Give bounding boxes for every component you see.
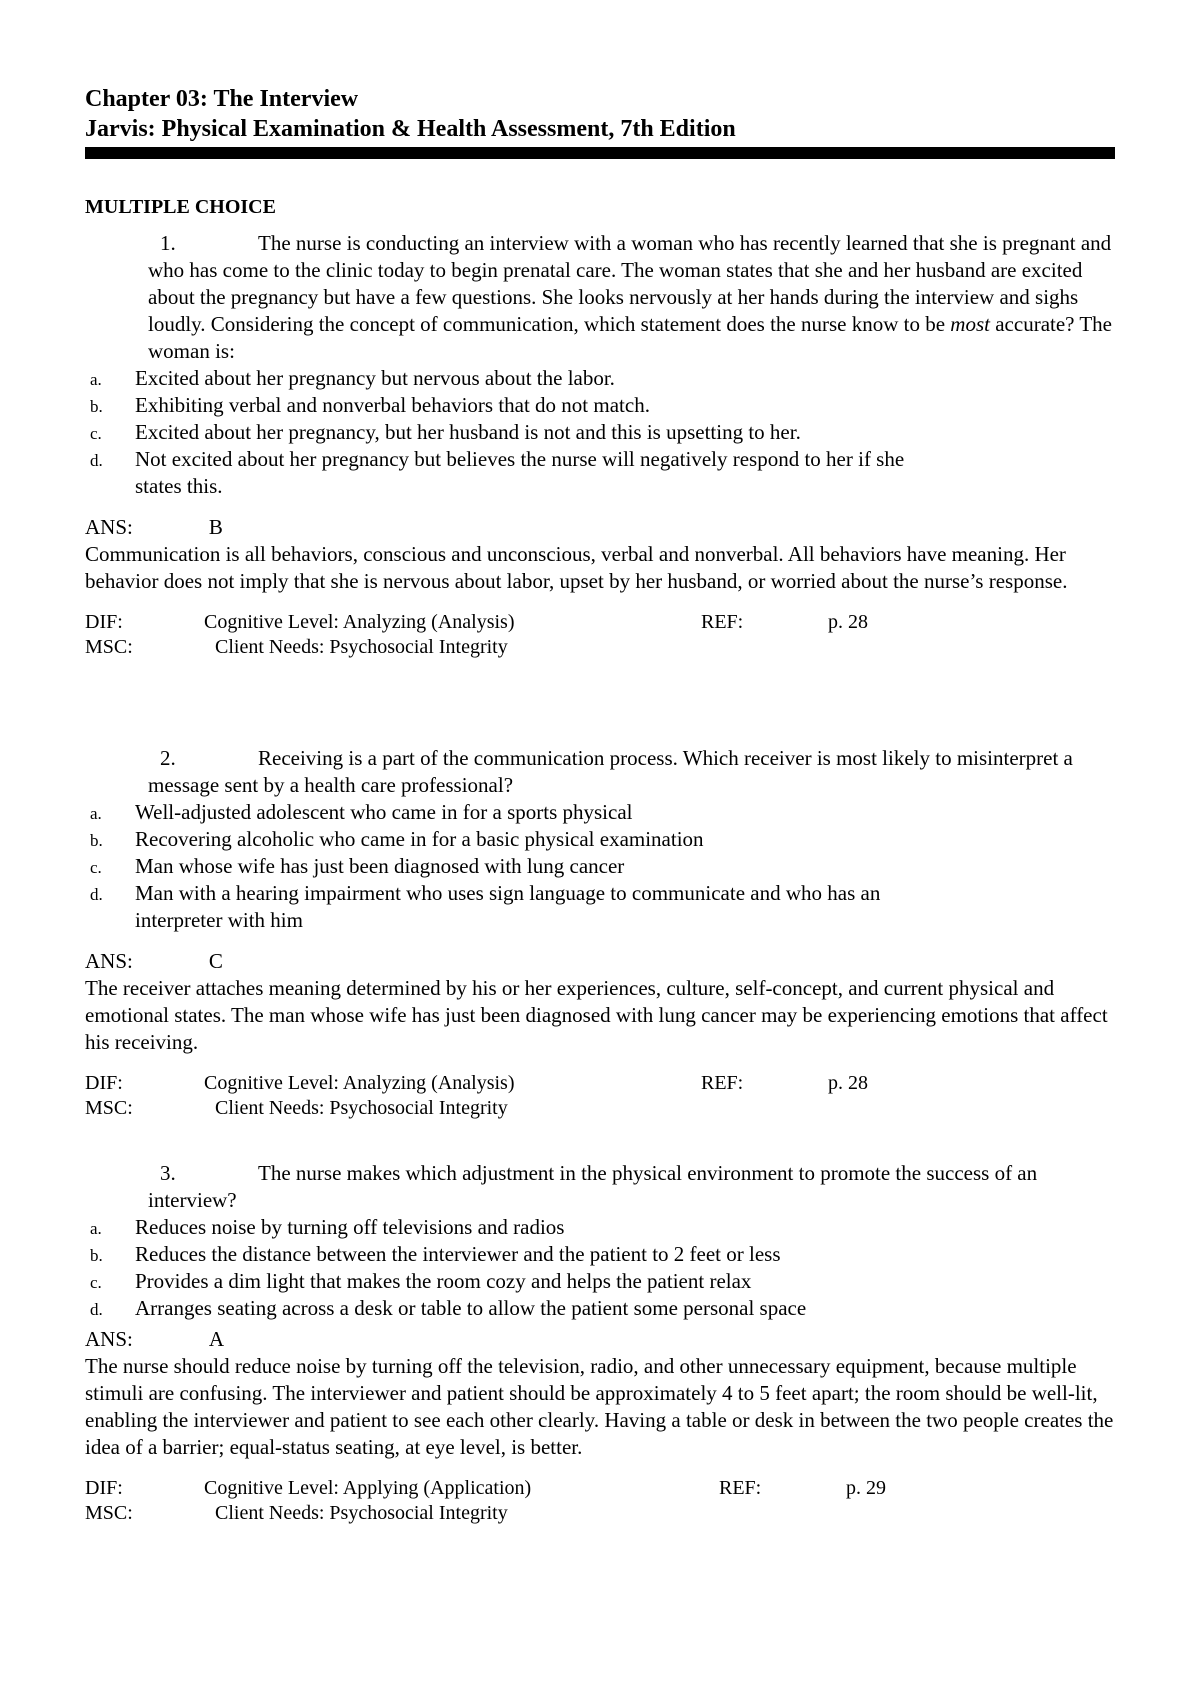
- option-letter: d.: [90, 885, 103, 904]
- option-text: Man with a hearing impairment who uses sign language to communicate and who has an interpreter with him: [135, 881, 881, 932]
- option-list: [85, 365, 1115, 500]
- option-text: Reduces the distance between the interviewer and the patient to 2 feet or less: [135, 1242, 781, 1266]
- dif-label: DIF:: [85, 611, 123, 633]
- question-number: 3.: [160, 1161, 176, 1185]
- option-letter: b.: [90, 397, 103, 416]
- msc-value: Client Needs: Psychosocial Integrity: [215, 1502, 508, 1524]
- ans-label: ANS:: [85, 949, 133, 973]
- option-c: [85, 419, 955, 446]
- msc-label: MSC:: [85, 636, 133, 658]
- dif-value: Cognitive Level: Applying (Application): [204, 1477, 532, 1499]
- option-letter: b.: [90, 1246, 103, 1265]
- option-d: [85, 880, 955, 934]
- option-list: [85, 1214, 1115, 1322]
- question-stem: [148, 230, 1115, 365]
- option-list: [85, 799, 1115, 934]
- ref-label: REF:: [701, 611, 744, 633]
- option-text: Well-adjusted adolescent who came in for a sports physical: [135, 800, 633, 824]
- answer-value: C: [208, 949, 223, 973]
- option-c: [85, 853, 955, 880]
- option-text: Excited about her pregnancy, but her husband is not and this is upsetting to her.: [135, 420, 801, 444]
- option-text: Excited about her pregnancy but nervous about the labor.: [135, 366, 615, 390]
- option-a: [85, 799, 955, 826]
- msc-label: MSC:: [85, 1097, 133, 1119]
- option-letter: c.: [90, 858, 102, 877]
- book-title: Jarvis: Physical Examination & Health Assessment, 7th Edition: [85, 116, 736, 142]
- stem-text-end: accurate? The woman is:: [148, 312, 1113, 363]
- rationale: Communication is all behaviors, conscious and unconscious, verbal and nonverbal. All behaviors have meaning. Her behavior does not imply that she is nervous about labor, upset by her husband, or worried about the nurse’s response.: [85, 542, 1068, 593]
- ref-label: REF:: [701, 1072, 744, 1094]
- question-number: 1.: [160, 231, 176, 255]
- option-letter: d.: [90, 451, 103, 470]
- option-text: Arranges seating across a desk or table to allow the patient some personal space: [135, 1296, 807, 1320]
- option-letter: b.: [90, 831, 103, 850]
- ans-label: ANS:: [85, 515, 133, 539]
- option-letter: a.: [90, 1219, 102, 1238]
- stem-text: The nurse is conducting an interview with a woman who has recently learned that she is pregnant and who has come to the clinic today to begin prenatal care. The woman states that she and her husband are excited about the pregnancy but have a few questions. She looks nervously at her hands during the interview and sighs loudly. Considering the concept of communication, which statement does the nurse know to be: [148, 231, 1112, 336]
- ref-value: p. 28: [828, 611, 868, 633]
- question-number: 2.: [160, 746, 176, 770]
- msc-value: Client Needs: Psychosocial Integrity: [215, 636, 508, 658]
- rationale: The receiver attaches meaning determined by his or her experiences, culture, self-concept, and current physical and emotional states. The man whose wife has just been diagnosed with lung cancer may be experiencing emotions that affect his receiving.: [85, 976, 1108, 1054]
- answer-line: [85, 514, 1115, 541]
- answer-line: [85, 948, 1115, 975]
- answer-value: B: [208, 515, 223, 539]
- option-letter: c.: [90, 1273, 102, 1292]
- header-rule: [85, 147, 1115, 159]
- option-d: [85, 446, 955, 500]
- option-text: Exhibiting verbal and nonverbal behaviors that do not match.: [135, 393, 650, 417]
- rationale: The nurse should reduce noise by turning off the television, radio, and other unnecessary equipment, because multiple stimuli are confusing. The interviewer and patient should be approximately 4 to 5 feet apart; the room should be well-lit, enabling the interviewer and patient to see each other clearly. Having a table or desk in between the two people creates the idea of a barrier; equal-status seating, at eye level, is better.: [85, 1354, 1114, 1459]
- chapter-title: Chapter 03: The Interview: [85, 86, 359, 112]
- option-text: Man whose wife has just been diagnosed with lung cancer: [135, 854, 625, 878]
- stem-text: Receiving is a part of the communication process. Which receiver is most likely to misinterpret a message sent by a health care professional?: [148, 746, 1073, 797]
- dif-value: Cognitive Level: Analyzing (Analysis): [204, 611, 515, 633]
- option-b: [85, 392, 955, 419]
- question-stem: [148, 745, 1115, 799]
- answer-line: [85, 1326, 1115, 1353]
- question-3: [85, 1160, 1115, 1529]
- option-c: [85, 1268, 1035, 1295]
- question-meta: [85, 1475, 1115, 1529]
- option-a: [85, 365, 955, 392]
- section-title: MULTIPLE CHOICE: [85, 196, 276, 218]
- option-text: Recovering alcoholic who came in for a basic physical examination: [135, 827, 704, 851]
- dif-label: DIF:: [85, 1477, 123, 1499]
- ref-label: REF:: [719, 1477, 762, 1499]
- msc-value: Client Needs: Psychosocial Integrity: [215, 1097, 508, 1119]
- option-letter: a.: [90, 804, 102, 823]
- ref-value: p. 29: [846, 1477, 886, 1499]
- stem-text: The nurse makes which adjustment in the physical environment to promote the success of an interview?: [148, 1161, 1038, 1212]
- dif-value: Cognitive Level: Analyzing (Analysis): [204, 1072, 515, 1094]
- stem-emphasis: most: [950, 312, 990, 336]
- option-text: Not excited about her pregnancy but believes the nurse will negatively respond to her if she states this.: [135, 447, 905, 498]
- dif-label: DIF:: [85, 1072, 123, 1094]
- ans-label: ANS:: [85, 1327, 133, 1351]
- ref-value: p. 28: [828, 1072, 868, 1094]
- option-letter: d.: [90, 1300, 103, 1319]
- option-b: [85, 1241, 1035, 1268]
- answer-value: A: [208, 1327, 225, 1351]
- option-letter: c.: [90, 424, 102, 443]
- question-meta: [85, 1070, 1115, 1124]
- question-1: [85, 230, 1115, 663]
- question-meta: [85, 609, 1115, 663]
- option-letter: a.: [90, 370, 102, 389]
- option-text: Reduces noise by turning off televisions and radios: [135, 1215, 565, 1239]
- option-b: [85, 826, 955, 853]
- msc-label: MSC:: [85, 1502, 133, 1524]
- option-d: [85, 1295, 1035, 1322]
- page-header: [85, 84, 1115, 144]
- question-2: [85, 745, 1115, 1124]
- option-a: [85, 1214, 1035, 1241]
- option-text: Provides a dim light that makes the room cozy and helps the patient relax: [135, 1269, 752, 1293]
- question-stem: [148, 1160, 1115, 1214]
